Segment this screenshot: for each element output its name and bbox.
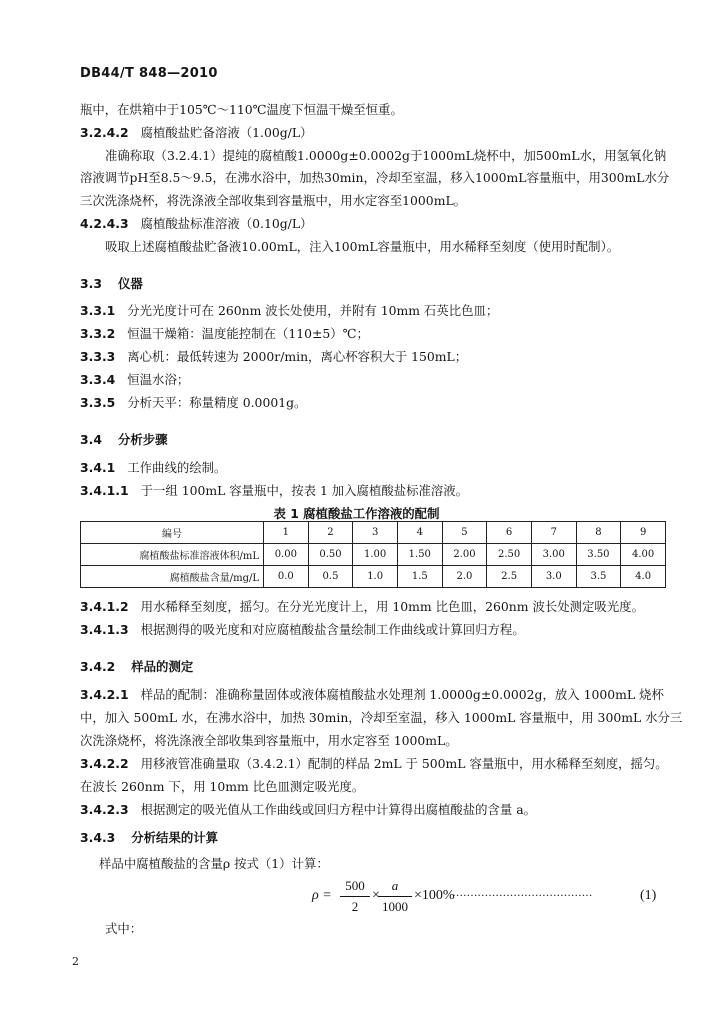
table-cell: 3.00: [531, 544, 576, 566]
list-item: [80, 351, 467, 363]
fraction-bar: [378, 896, 412, 897]
paragraph-line: 中，加入 500mL 水，在沸水浴中，加热 30min，冷却至室温，移入 1000mL 容量瓶中，用 300mL 水分三: [80, 710, 683, 725]
list-item: [80, 328, 369, 340]
table-cell: 1.0: [353, 566, 398, 588]
formula-lhs: ρ =: [312, 888, 332, 903]
item-number: 3.3.4: [80, 372, 116, 387]
table-cell: 1.00: [353, 544, 398, 566]
list-item: [80, 374, 189, 386]
paragraph-line: 式中：: [105, 921, 143, 936]
standard-solution-table: [80, 521, 666, 588]
section-heading-3-4-2: [80, 657, 193, 675]
section-title: 分析步骤: [117, 432, 168, 447]
item-number: 3.4.2.2: [80, 756, 129, 771]
table-cell: 2.00: [442, 544, 487, 566]
leader-dots: ·······································: [452, 888, 593, 902]
paragraph-line: 在波长 260nm 下，用 10mm 比色皿测定吸光度。: [80, 779, 365, 794]
paragraph-line: 吸取上述腐植酸盐贮备液10.00mL，注入100mL容量瓶中，用水稀释至刻度（使用时配制）。: [105, 239, 620, 254]
list-item: [80, 804, 536, 816]
table-cell: 2.5: [487, 566, 532, 588]
item-number: 3.3.1: [80, 303, 116, 318]
section-title: 腐植酸盐标准溶液（0.10g/L）: [140, 216, 313, 231]
table-cell: 2.0: [442, 566, 487, 588]
table-cell: 6: [487, 522, 532, 544]
item-text: 根据测得的吸光度和对应腐植酸盐含量绘制工作曲线或计算回归方程。: [140, 622, 525, 637]
item-number: 3.4.1.3: [80, 622, 129, 637]
list-item: [80, 689, 664, 701]
fraction-denominator: 2: [351, 899, 359, 914]
table-cell: 3: [353, 522, 398, 544]
table-row: [81, 566, 666, 588]
table-cell: 1.5: [397, 566, 442, 588]
section-number: 3.4.3: [80, 830, 116, 845]
equation-number: (1): [640, 888, 657, 903]
table-cell: 8: [576, 522, 621, 544]
paragraph-line: 准确称取（3.2.4.1）提纯的腐植酸1.0000g±0.0002g于1000mL烧杯中，加500mL水，用氢氧化钠: [105, 148, 667, 163]
paragraph-line: 次洗涤烧杯，将洗涤液全部收集到容量瓶中，用水定容至 1000mL。: [80, 733, 458, 748]
section-title: 分析结果的计算: [131, 830, 219, 845]
times-sign: ×: [372, 888, 380, 903]
table-cell: 3.50: [576, 544, 621, 566]
table-cell: 0.5: [308, 566, 353, 588]
table-row: [81, 544, 666, 566]
list-item: [80, 305, 498, 317]
table-cell: 2.50: [487, 544, 532, 566]
table-cell: 4.0: [621, 566, 666, 588]
section-number: 3.4: [80, 432, 102, 447]
fraction-numerator: a: [391, 878, 399, 893]
item-text: 恒温水浴；: [127, 372, 190, 387]
item-text: 离心机：最低转速为 2000r/min，离心杯容积大于 150mL；: [127, 349, 468, 364]
paragraph-line: 三次洗涤烧杯，将洗涤液全部收集到容量瓶中，用水定容至1000mL。: [80, 193, 467, 208]
table-row: [81, 522, 666, 544]
section-heading-3-4: [80, 430, 168, 448]
table-cell: 2: [308, 522, 353, 544]
list-item: [80, 601, 644, 613]
item-text: 用水稀释至刻度，摇匀。在分光光度计上，用 10mm 比色皿，260nm 波长处测定吸光度。: [140, 599, 644, 614]
table-cell: 7: [531, 522, 576, 544]
table-cell: 0.0: [264, 566, 309, 588]
section-title: 样品的测定: [131, 659, 194, 674]
table-cell: 3.0: [531, 566, 576, 588]
table-cell: 1: [264, 522, 309, 544]
item-number: 3.4.2.1: [80, 687, 129, 702]
table-cell: 5: [442, 522, 487, 544]
paragraph-line: 瓶中，在烘箱中于105℃～110℃温度下恒温干燥至恒重。: [80, 102, 403, 117]
formula-tail: ×100%: [414, 888, 455, 903]
section-number: 4.2.4.3: [80, 216, 129, 231]
item-number: 3.3.5: [80, 395, 116, 410]
table-cell: 4: [397, 522, 442, 544]
paragraph-line: 样品中腐植酸盐的含量ρ 按式（1）计算：: [99, 856, 329, 871]
item-text: 恒温干燥箱：温度能控制在（110±5）℃；: [127, 326, 369, 341]
table-cell: 4.00: [621, 544, 666, 566]
section-title: 仪器: [117, 276, 143, 291]
item-number: 3.3.2: [80, 326, 116, 341]
section-number: 3.2.4.2: [80, 125, 129, 140]
item-number: 3.4.1.2: [80, 599, 129, 614]
item-text: 根据测定的吸光值从工作曲线或回归方程中计算得出腐植酸盐的含量 a。: [140, 802, 537, 817]
table-cell: 0.00: [264, 544, 309, 566]
fraction-denominator: 1000: [382, 899, 408, 914]
section-heading-4-2-4-3: [80, 218, 312, 230]
item-text: 分光光度计可在 260nm 波长处使用，并附有 10mm 石英比色皿；: [127, 303, 499, 318]
table-cell: 3.5: [576, 566, 621, 588]
item-text: 用移液管准确量取（3.4.2.1）配制的样品 2mL 于 500mL 容量瓶中，用水稀释至刻度，摇匀。: [140, 756, 668, 771]
section-heading-3-3: [80, 274, 143, 292]
document-header: DB44/T 848—2010: [80, 66, 218, 81]
table-cell: 1.50: [397, 544, 442, 566]
section-heading-3-2-4-2: [80, 127, 312, 139]
item-text: 于一组 100mL 容量瓶中，按表 1 加入腐植酸盐标准溶液。: [140, 483, 469, 498]
section-number: 3.4.2: [80, 659, 116, 674]
item-number: 3.3.3: [80, 349, 116, 364]
paragraph-line: 溶液调节pH至8.5～9.5，在沸水浴中，加热30min，冷却至室温，移入1000mL容量瓶中，用300mL水分: [80, 170, 670, 185]
row-label: 腐植酸盐含量/mg/L: [81, 566, 264, 588]
item-number: 3.4.2.3: [80, 802, 129, 817]
section-heading-3-4-3: [80, 828, 218, 846]
item-text: 样品的配制：准确称量固体或液体腐植酸盐水处理剂 1.0000g±0.0002g，放入 1000mL 烧杯: [140, 687, 664, 702]
list-item: [80, 624, 525, 636]
table-cell: 0.50: [308, 544, 353, 566]
list-item: [80, 397, 306, 409]
item-text: 工作曲线的绘制。: [127, 460, 227, 475]
section-title: 腐植酸盐贮备溶液（1.00g/L）: [140, 125, 313, 140]
list-item: [80, 758, 668, 770]
fraction-bar: [340, 896, 370, 897]
page-number: 2: [72, 955, 79, 968]
row-label: 编号: [81, 522, 264, 544]
row-label: 腐植酸盐标准溶液体积/mL: [81, 544, 264, 566]
item-text: 分析天平：称量精度 0.0001g。: [127, 395, 307, 410]
list-item: [80, 485, 468, 497]
section-number: 3.3: [80, 276, 102, 291]
item-number: 3.4.1.1: [80, 483, 129, 498]
fraction-numerator: 500: [345, 878, 365, 893]
item-number: 3.4.1: [80, 460, 116, 475]
list-item: [80, 462, 226, 474]
table-caption: 表 1 腐植酸盐工作溶液的配制: [273, 506, 440, 521]
table-cell: 9: [621, 522, 666, 544]
